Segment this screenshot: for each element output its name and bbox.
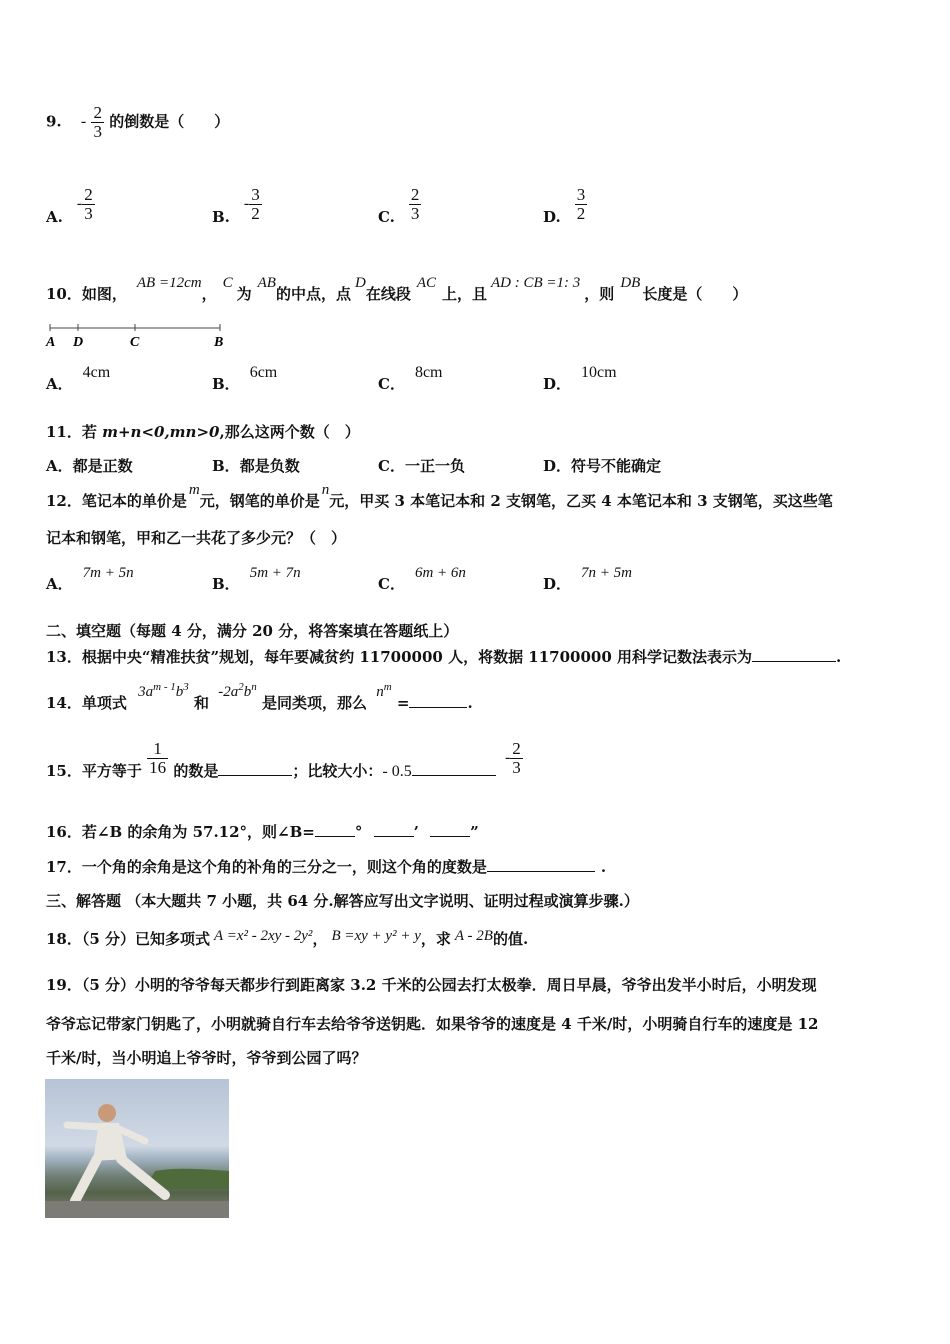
q19-stem-line3: 千米/时，当小明追上爷爷时，爷爷到公园了吗？ — [46, 1049, 367, 1067]
point-label-d: D — [73, 335, 84, 350]
q10-option-c[interactable]: C．8cm — [378, 364, 443, 393]
q12-option-a[interactable]: A．7m + 5n — [46, 565, 134, 593]
point-label-a: A — [46, 335, 56, 350]
q9-option-c[interactable]: C. $\frac{2}{3}$ — [378, 185, 420, 227]
tai-chi-figure-illustration — [45, 1079, 229, 1218]
q17-answer-blank[interactable] — [487, 857, 595, 872]
q10-segment-figure — [44, 318, 234, 350]
q10-option-a[interactable]: A．4cm — [46, 364, 111, 393]
q15-blank-2[interactable] — [412, 761, 496, 776]
q14-answer-blank[interactable] — [409, 693, 467, 708]
q12-stem-line2: 记本和钢笔，甲和乙一共花了多少元？（ ） — [46, 529, 347, 547]
q13-stem: 13．根据中央“精准扶贫”规划，每年要减贫约 11700000 人，将数据 11700000 用科学记数法表示为 . — [46, 648, 842, 666]
q19-stem-line1: 19．（5 分）小明的爷爷每天都步行到距离家 3.2 千米的公园去打太极拳．周日早晨，爷爷出发半小时后，小明发现 — [46, 976, 817, 994]
q14-stem: 14．单项式 $3a^{m - 1}b^3$ 和 $-2a^2b^n$ 是同类项，那么 $n^m$ = . — [46, 681, 473, 712]
q9-text: 的倒数是（ ） — [109, 112, 230, 131]
q9-option-d[interactable]: D. $\frac{3}{2}$ — [543, 185, 586, 227]
q16-second-blank[interactable] — [430, 822, 470, 837]
q9-number: 9. — [46, 112, 62, 131]
point-label-b: B — [214, 335, 224, 350]
q11-option-a[interactable]: A．都是正数 — [46, 457, 133, 475]
q9-stem — [46, 104, 229, 141]
q11-option-c[interactable]: C．一正一负 — [378, 457, 465, 475]
q16-stem: 16．若∠B 的余角为 57.12°，则∠B= ° ’ ” — [46, 823, 479, 841]
q10-stem: 10．如图，AB =12cm，C为AB的中点，点D在线段AC上，且AD : CB =1: 3，则DB长度是（ ） — [46, 275, 748, 303]
q9-option-b[interactable]: B.- $\frac{3}{2}$ — [212, 185, 260, 227]
q11-stem: 11．若 m+n<0,mn>0,那么这两个数（ ） — [46, 423, 360, 441]
point-label-c: C — [130, 335, 140, 350]
q13-answer-blank[interactable] — [752, 647, 836, 662]
q9-fraction: $\frac{2}{3}$ — [93, 103, 102, 141]
q18-stem: 18．（5 分）已知多项式 A =x² - 2xy - 2y²， B =xy + y² + y，求 A - 2B的值. — [46, 928, 529, 948]
q17-stem: 17．一个角的余角是这个角的补角的三分之一，则这个角的度数是 . — [46, 858, 607, 876]
q15-fraction: $\frac{1}{16}$ — [149, 739, 167, 777]
q10-option-d[interactable]: D．10cm — [543, 364, 617, 393]
q15-fraction-2: $\frac{2}{3}$ — [512, 739, 521, 777]
q15-blank-1[interactable] — [218, 761, 292, 776]
q12-stem: 12．笔记本的单价是m元，钢笔的单价是n元，甲买 3 本笔记本和 2 支钢笔，乙买 4 本笔记本和 3 支钢笔，买这些笔 — [46, 482, 833, 510]
q12-option-d[interactable]: D．7n + 5m — [543, 565, 632, 593]
q10-number: 10． — [46, 285, 82, 303]
q9-neg: - — [80, 113, 87, 131]
q16-degree-blank[interactable] — [315, 822, 355, 837]
tai-chi-photo — [45, 1079, 229, 1218]
section-solution-heading: 三、解答题 （本大题共 7 小题，共 64 分.解答应写出文字说明、证明过程或演算步骤.） — [46, 892, 639, 910]
q15-stem: 15．平方等于 $\frac{1}{16}$ 的数是 ；比较大小：- 0.5 - $\frac{2}{3}$ — [46, 739, 521, 781]
q12-option-b[interactable]: B．5m + 7n — [212, 565, 301, 593]
q10-option-b[interactable]: B．6cm — [212, 364, 278, 393]
q16-minute-blank[interactable] — [374, 822, 414, 837]
section-fill-in-heading: 二、填空题（每题 4 分，满分 20 分，将答案填在答题纸上） — [46, 622, 459, 640]
q11-option-b[interactable]: B．都是负数 — [212, 457, 300, 475]
q11-option-d[interactable]: D．符号不能确定 — [543, 457, 662, 475]
q12-option-c[interactable]: C．6m + 6n — [378, 565, 466, 593]
q19-stem-line2: 爷爷忘记带家门钥匙了，小明就骑自行车去给爷爷送钥匙．如果爷爷的速度是 4 千米/时，小明骑自行车的速度是 12 — [46, 1015, 819, 1033]
q9-option-a[interactable]: A.- $\frac{2}{3}$ — [46, 185, 93, 227]
